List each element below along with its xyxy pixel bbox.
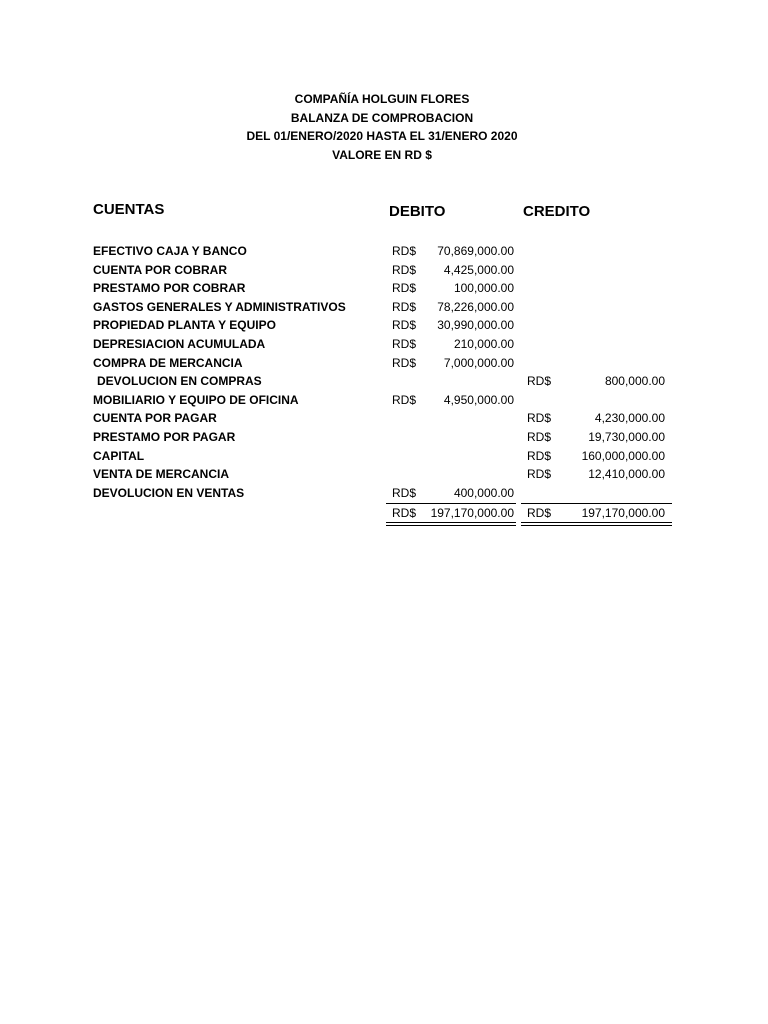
- table-row: [0, 465, 768, 484]
- debit-amount: 4,425,000.00: [443, 262, 514, 277]
- accounts-table: [0, 242, 768, 502]
- account-name: VENTA DE MERCANCIA: [93, 467, 230, 482]
- account-name: DEVOLUCION EN VENTAS: [93, 485, 245, 500]
- table-row: [0, 279, 768, 298]
- totals-row: [0, 504, 768, 523]
- report-period: DEL 01/ENERO/2020 HASTA EL 31/ENERO 2020: [246, 129, 518, 143]
- debit-currency: RD$: [392, 281, 417, 296]
- credit-column-header: CREDITO: [523, 203, 591, 220]
- debit-amount: 210,000.00: [453, 336, 514, 351]
- table-row: [0, 298, 768, 317]
- debit-amount: 4,950,000.00: [443, 392, 514, 407]
- debit-currency: RD$: [392, 318, 417, 333]
- account-name: GASTOS GENERALES Y ADMINISTRATIVOS: [93, 299, 346, 314]
- credit-currency: RD$: [527, 374, 552, 389]
- account-name: COMPRA DE MERCANCIA: [93, 355, 243, 370]
- debit-currency: RD$: [392, 299, 417, 314]
- debit-currency: RD$: [392, 392, 417, 407]
- account-name: DEVOLUCION EN COMPRAS: [97, 374, 262, 389]
- table-row: [0, 261, 768, 280]
- report-title: BALANZA DE COMPROBACION: [290, 110, 474, 125]
- account-name: EFECTIVO CAJA Y BANCO: [93, 244, 247, 258]
- account-name: CAPITAL: [93, 448, 145, 463]
- account-name: CUENTA POR PAGAR: [93, 411, 217, 426]
- table-row: [0, 316, 768, 335]
- table-row: [0, 409, 768, 428]
- table-row: [0, 354, 768, 373]
- account-name: CUENTA POR COBRAR: [93, 262, 227, 277]
- debit-currency: RD$: [392, 262, 417, 277]
- debit-amount: 100,000.00: [453, 281, 514, 296]
- debit-amount: 30,990,000.00: [437, 318, 514, 333]
- credit-currency: RD$: [527, 429, 552, 444]
- table-row: [0, 428, 768, 447]
- account-name: MOBILIARIO Y EQUIPO DE OFICINA: [93, 392, 299, 407]
- debit-currency: RD$: [392, 336, 417, 351]
- account-name: PRESTAMO POR COBRAR: [93, 281, 246, 296]
- credit-total-amount: 197,170,000.00: [581, 506, 665, 520]
- credit-currency: RD$: [527, 411, 552, 426]
- account-name: PRESTAMO POR PAGAR: [93, 429, 236, 444]
- debit-amount: 7,000,000.00: [443, 355, 514, 370]
- credit-total-currency: RD$: [527, 506, 552, 520]
- debit-currency: RD$: [392, 485, 417, 500]
- report-header: [0, 90, 764, 164]
- table-row: [0, 391, 768, 410]
- currency-note: VALORE EN RD $: [332, 147, 432, 162]
- accounts-column-header: CUENTAS: [93, 201, 165, 218]
- credit-double-underline: [521, 522, 672, 526]
- credit-amount: 12,410,000.00: [588, 467, 665, 482]
- credit-amount: 4,230,000.00: [594, 411, 665, 426]
- debit-amount: 400,000.00: [453, 485, 514, 500]
- credit-amount: 800,000.00: [604, 374, 665, 389]
- table-row: [0, 447, 768, 466]
- debit-double-underline: [386, 522, 516, 526]
- credit-amount: 19,730,000.00: [588, 429, 665, 444]
- debit-total-currency: RD$: [392, 506, 417, 520]
- debit-amount: 78,226,000.00: [437, 299, 514, 314]
- debit-column-header: DEBITO: [389, 203, 446, 220]
- credit-currency: RD$: [527, 448, 552, 463]
- table-row: [0, 372, 768, 391]
- debit-amount: 70,869,000.00: [437, 244, 514, 258]
- debit-currency: RD$: [392, 244, 417, 258]
- credit-currency: RD$: [527, 467, 552, 482]
- debit-currency: RD$: [392, 355, 417, 370]
- company-name: COMPAÑÍA HOLGUIN FLORES: [294, 92, 470, 106]
- debit-total-amount: 197,170,000.00: [430, 506, 514, 520]
- account-name: PROPIEDAD PLANTA Y EQUIPO: [93, 318, 276, 333]
- table-row: [0, 335, 768, 354]
- account-name: DEPRESIACION ACUMULADA: [93, 336, 266, 351]
- table-row: [0, 484, 768, 503]
- table-row: [0, 242, 768, 261]
- credit-amount: 160,000,000.00: [581, 448, 665, 463]
